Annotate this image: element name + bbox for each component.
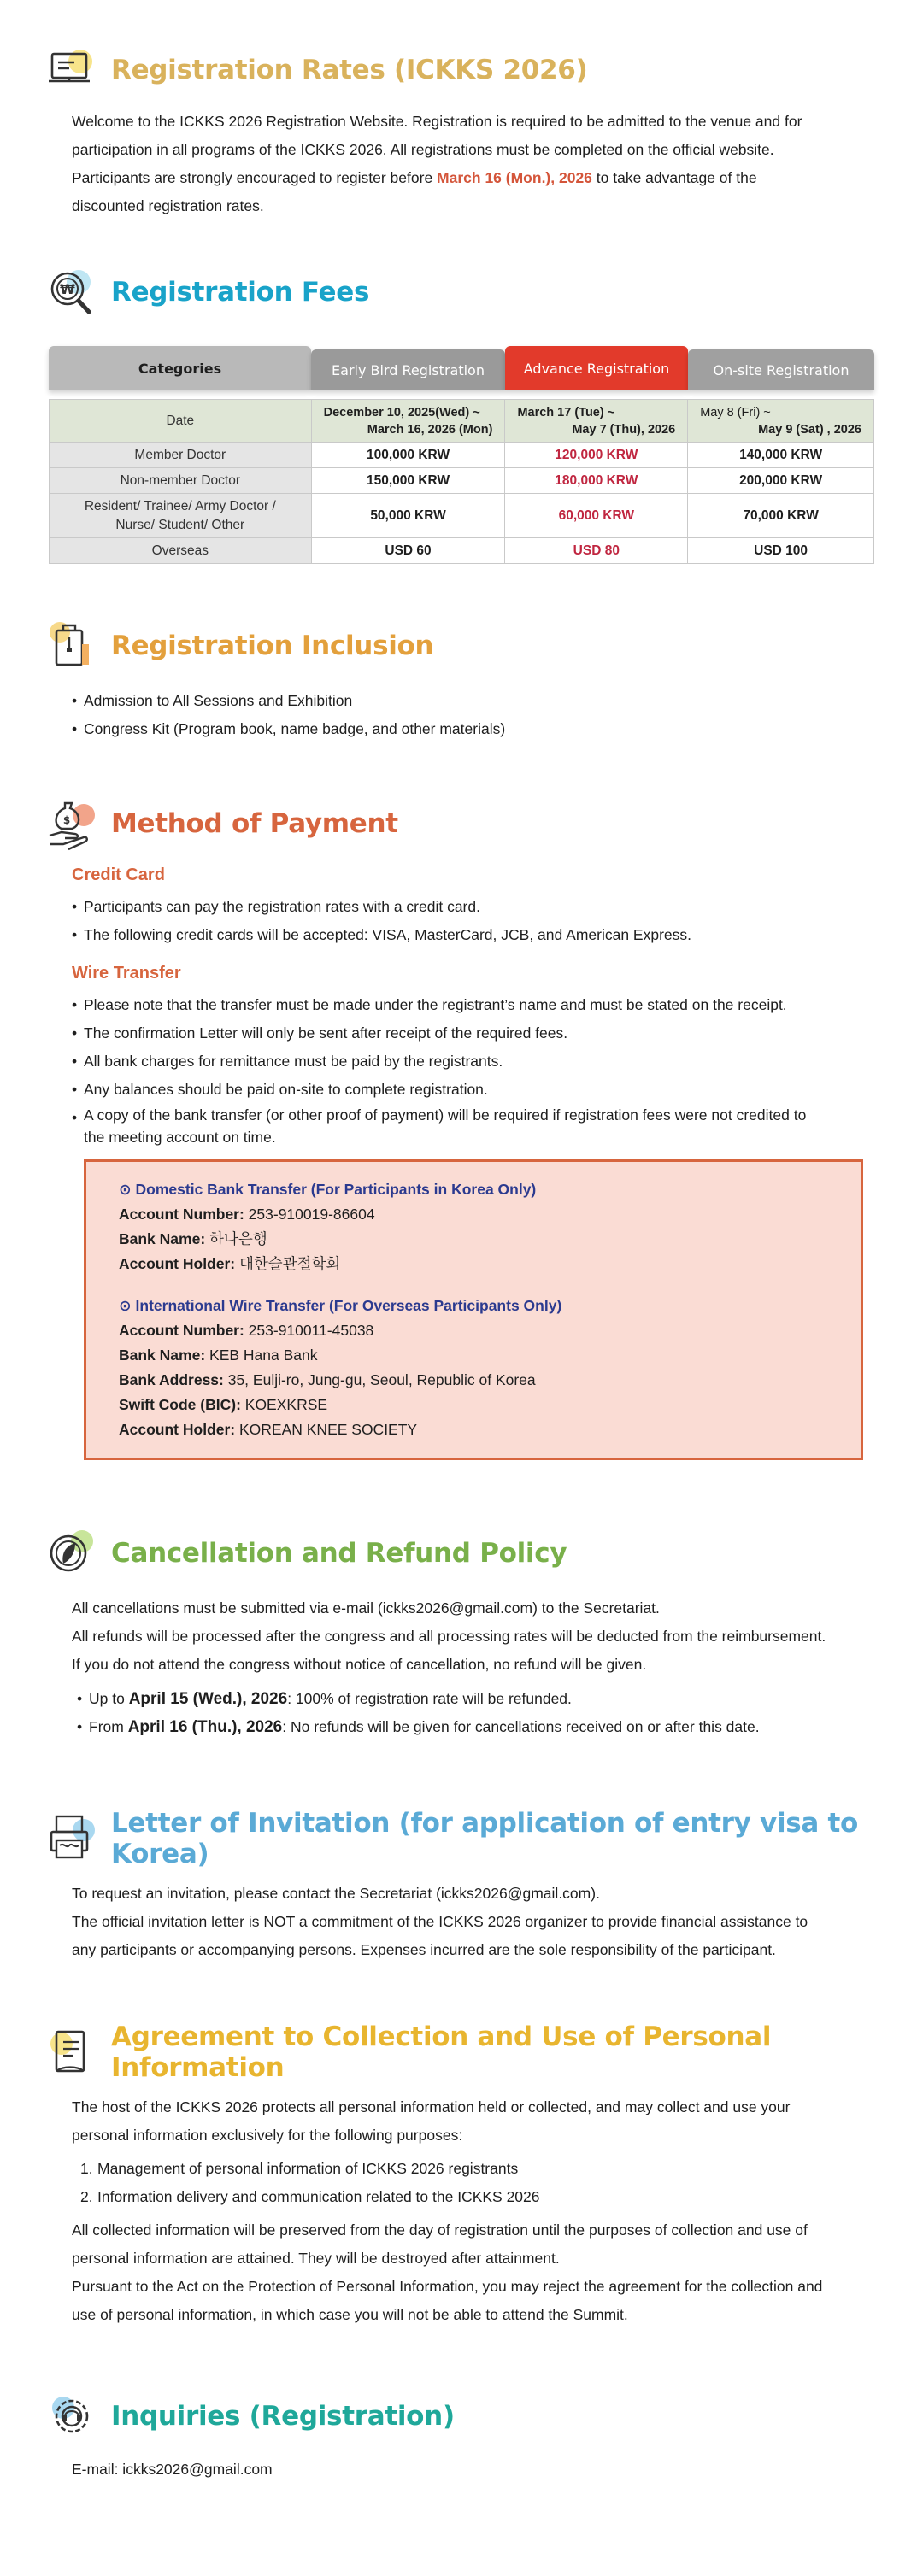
wire-transfer-heading: Wire Transfer — [72, 964, 181, 983]
section-title: Cancellation and Refund Policy — [111, 1538, 567, 1569]
item-text: Information delivery and communication related to the ICKKS 2026 — [97, 2188, 540, 2205]
agreement-body — [72, 2216, 884, 2329]
date-start: December 10, 2025(Wed) ~ — [323, 405, 480, 420]
svg-text:$: $ — [62, 814, 71, 826]
onsite-fee: 70,000 KRW — [688, 494, 874, 538]
section-title: Inquiries (Registration) — [111, 2401, 455, 2432]
refund-list — [77, 1685, 889, 1741]
section-title: Agreement to Collection and Use of Personal Information — [111, 2021, 772, 2083]
international-bank — [119, 1343, 837, 1368]
early-dates — [311, 400, 505, 443]
text-line: Welcome to the ICKKS 2026 Registration Website. Registration is required to be admitted to the venue and for — [72, 113, 802, 130]
compass-leaf-icon — [46, 1526, 101, 1581]
section-title: Registration Rates (ICKKS 2026) — [111, 55, 588, 85]
early-fee: 50,000 KRW — [311, 494, 505, 538]
date-end: May 9 (Sat) , 2026 — [758, 422, 861, 437]
fees-table — [49, 346, 874, 564]
field-label: Account Holder: — [119, 1255, 236, 1272]
table-row — [50, 494, 874, 538]
date-end: May 7 (Thu), 2026 — [572, 422, 676, 437]
text-line: personal information are attained. They will be destroyed after attainment. — [72, 2250, 560, 2267]
table-row — [50, 468, 874, 494]
date-end: March 16, 2026 (Mon) — [367, 422, 493, 437]
text-span: to take advantage of the — [591, 169, 757, 186]
domestic-transfer-heading: ⊙ Domestic Bank Transfer (For Participants in Korea Only) — [119, 1181, 537, 1198]
tab-categories: Categories — [49, 346, 311, 390]
onsite-fee: 200,000 KRW — [688, 468, 874, 494]
text-line: use of personal information, in which case you will not be able to attend the Summit. — [72, 2306, 628, 2323]
won-magnifier-icon — [46, 265, 101, 320]
early-fee: 150,000 KRW — [311, 468, 505, 494]
printer-letter-icon — [46, 1811, 101, 1866]
tab-advance: Advance Registration — [505, 346, 688, 390]
category-line: Resident/ Trainee/ Army Doctor / — [84, 498, 276, 513]
field-label: Bank Address: — [119, 1371, 224, 1388]
fees-heading — [46, 265, 369, 320]
list-item: • The confirmation Letter will only be sent after receipt of the required fees. — [72, 1019, 884, 1047]
rates-heading — [46, 43, 587, 97]
agreement-intro — [72, 2093, 884, 2150]
field-label: Account Holder: — [119, 1421, 236, 1438]
table-row — [50, 443, 874, 468]
svg-text:₩: ₩ — [60, 281, 75, 297]
computer-monitor-icon — [46, 43, 101, 97]
field-label: Account Number: — [119, 1322, 244, 1339]
field-value: KOEXKRSE — [240, 1396, 328, 1413]
list-item — [72, 1104, 884, 1148]
field-label: Account Number: — [119, 1206, 244, 1223]
field-value: 253-910019-86604 — [244, 1206, 375, 1223]
section-title: Method of Payment — [111, 808, 398, 839]
category-line: Nurse/ Student/ Other — [115, 517, 245, 532]
text-span: : No refunds will be given for cancellations received on or after this date. — [282, 1718, 760, 1735]
gear-headset-icon — [46, 2389, 101, 2444]
tab-onsite: On-site Registration — [688, 349, 874, 390]
international-address — [119, 1368, 837, 1393]
item-number: 1. — [80, 2160, 93, 2177]
international-swift — [119, 1393, 837, 1417]
agreement-heading — [46, 2021, 923, 2083]
text-line: The official invitation letter is NOT a commitment of the ICKKS 2026 organizer to provide financial assistance to — [72, 1913, 808, 1930]
text-line: personal information exclusively for the following purposes: — [72, 2127, 463, 2144]
text-line: any participants or accompanying persons. Expenses incurred are the sole responsibility of the participant. — [72, 1941, 776, 1958]
purpose-list — [72, 2155, 884, 2211]
list-item: • The following credit cards will be accepted: VISA, MasterCard, JCB, and American Express. — [72, 921, 884, 949]
list-item: • Admission to All Sessions and Exhibition — [72, 687, 884, 715]
bank-info — [119, 1177, 837, 1442]
rates-paragraph — [72, 108, 884, 220]
inclusion-list — [72, 687, 884, 743]
field-value: KOREAN KNEE SOCIETY — [235, 1421, 418, 1438]
field-label: Swift Code (BIC): — [119, 1396, 241, 1413]
section-title: Letter of Invitation (for application of entry visa to Korea) — [111, 1808, 859, 1869]
inclusion-heading — [46, 619, 433, 673]
invitation-paragraph — [72, 1880, 884, 1964]
text-line: All refunds will be processed after the congress and all processing rates will be deducted from the reimbursement. — [72, 1628, 826, 1645]
list-item — [72, 2155, 884, 2183]
text-line: The host of the ICKKS 2026 protects all personal information held or collected, and may collect and use your — [72, 2098, 791, 2115]
field-value: 하나은행 — [205, 1230, 267, 1247]
date-start: March 17 (Tue) ~ — [517, 405, 615, 420]
category-cell: Overseas — [50, 538, 312, 564]
advance-fee: 60,000 KRW — [505, 494, 688, 538]
hand-money-bag-icon — [46, 796, 101, 851]
date-start: May 8 (Fri) ~ — [700, 405, 771, 420]
field-label: Bank Name: — [119, 1230, 206, 1247]
text-line: participation in all programs of the ICKKS 2026. All registrations must be completed on the official website. — [72, 141, 774, 158]
inquiries-heading — [46, 2389, 455, 2444]
no-refund-date: April 16 (Thu.), 2026 — [127, 1718, 283, 1736]
list-item: • Any balances should be paid on-site to complete registration. — [72, 1076, 884, 1104]
text-line: Pursuant to the Act on the Protection of Personal Information, you may reject the agreement for the collection and — [72, 2278, 823, 2295]
text-line: If you do not attend the congress without notice of cancellation, no refund will be given. — [72, 1656, 647, 1673]
list-item: • Please note that the transfer must be made under the registrant’s name and must be stated on the receipt. — [72, 991, 884, 1019]
category-cell: Non-member Doctor — [50, 468, 312, 494]
international-holder — [119, 1417, 837, 1442]
date-row — [50, 400, 874, 443]
list-item — [77, 1713, 889, 1741]
list-item: • All bank charges for remittance must be paid by the registrants. — [72, 1047, 884, 1076]
text-line: the meeting account on time. — [84, 1129, 276, 1146]
credit-card-heading: Credit Card — [72, 866, 165, 884]
payment-heading — [46, 796, 398, 851]
text-line — [72, 164, 884, 192]
section-title: Registration Inclusion — [111, 631, 434, 661]
text-line: All collected information will be preserved from the day of registration until the purposes of collection and use of — [72, 2221, 808, 2239]
list-item: • Congress Kit (Program book, name badge, and other materials) — [72, 715, 884, 743]
field-value: 35, Eulji-ro, Jung-gu, Seoul, Republic of Korea — [223, 1371, 536, 1388]
bank-info-box — [84, 1159, 863, 1460]
field-value: KEB Hana Bank — [205, 1347, 318, 1364]
cancel-heading — [46, 1526, 567, 1581]
category-cell — [50, 494, 312, 538]
text-line: All cancellations must be submitted via e-mail (ickks2026@gmail.com) to the Secretariat. — [72, 1599, 660, 1617]
fees-grid — [49, 399, 874, 564]
onsite-fee: 140,000 KRW — [688, 443, 874, 468]
table-row — [50, 538, 874, 564]
text-span: From — [89, 1718, 128, 1735]
domestic-holder — [119, 1252, 837, 1276]
document-scroll-icon — [46, 2025, 101, 2080]
advance-dates — [505, 400, 688, 443]
advance-fee: 120,000 KRW — [505, 443, 688, 468]
inquiries-email: E-mail: ickks2026@gmail.com — [72, 2461, 273, 2478]
text-line: To request an invitation, please contact the Secretariat (ickks2026@gmail.com). — [72, 1885, 600, 1902]
refund-date: April 15 (Wed.), 2026 — [128, 1690, 288, 1708]
onsite-fee: USD 100 — [688, 538, 874, 564]
list-item — [72, 2183, 884, 2211]
field-label: Bank Name: — [119, 1347, 206, 1364]
category-cell: Member Doctor — [50, 443, 312, 468]
field-value: 253-910011-45038 — [244, 1322, 374, 1339]
text-line: • A copy of the bank transfer (or other proof of payment) will be required if registration fees were not credited to — [84, 1106, 807, 1124]
text-line: discounted registration rates. — [72, 197, 264, 214]
text-span: Participants are strongly encouraged to register before — [72, 169, 438, 186]
advance-fee: USD 80 — [505, 538, 688, 564]
domestic-account — [119, 1202, 837, 1227]
invitation-heading — [46, 1808, 923, 1869]
field-value: 대한슬관절학회 — [235, 1255, 341, 1272]
kit-bag-icon — [46, 619, 101, 673]
international-account — [119, 1318, 837, 1343]
date-label: Date — [50, 400, 312, 443]
credit-card-list — [72, 893, 884, 949]
international-transfer-heading: ⊙ International Wire Transfer (For Overseas Participants Only) — [119, 1297, 562, 1314]
early-fee: USD 60 — [311, 538, 505, 564]
advance-fee: 180,000 KRW — [505, 468, 688, 494]
text-span: : 100% of registration rate will be refunded. — [287, 1690, 572, 1707]
early-deadline-date: March 16 (Mon.), 2026 — [437, 169, 592, 186]
list-item: • Participants can pay the registration rates with a credit card. — [72, 893, 884, 921]
domestic-bank — [119, 1227, 837, 1252]
item-number: 2. — [80, 2188, 93, 2205]
section-title: Registration Fees — [111, 277, 370, 308]
tab-early-bird: Early Bird Registration — [311, 349, 505, 390]
early-fee: 100,000 KRW — [311, 443, 505, 468]
fees-tab-row — [49, 346, 874, 390]
text-span: Up to — [89, 1690, 129, 1707]
onsite-dates — [688, 400, 874, 443]
cancel-paragraph — [72, 1594, 884, 1679]
list-item — [77, 1685, 889, 1713]
wire-transfer-list — [72, 991, 884, 1148]
item-text: Management of personal information of ICKKS 2026 registrants — [97, 2160, 519, 2177]
